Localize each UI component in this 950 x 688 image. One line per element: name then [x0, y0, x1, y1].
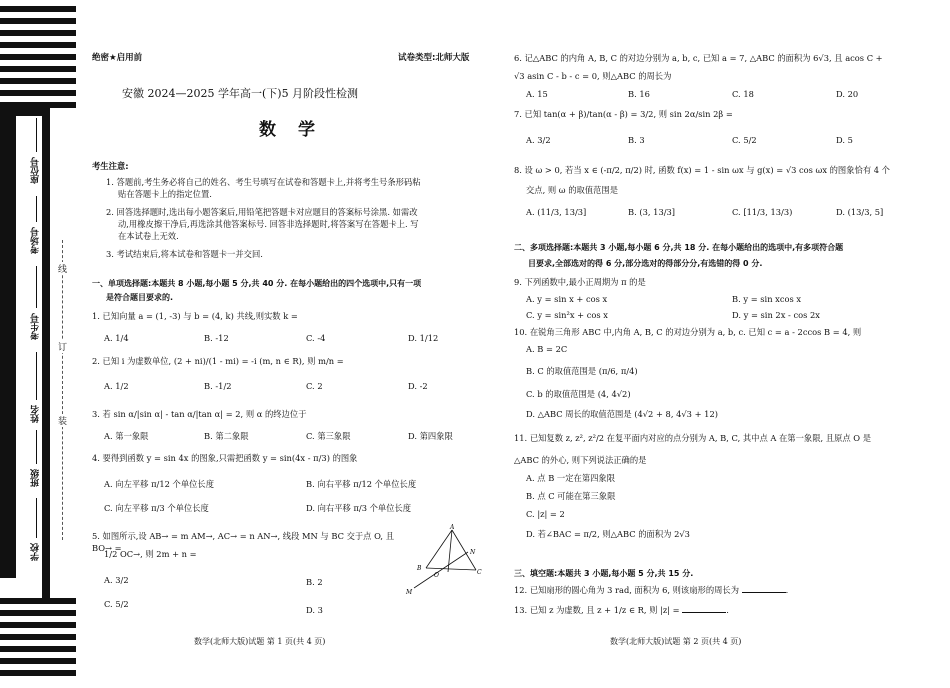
q1-option-b: B. -12	[204, 333, 229, 343]
q5-option-d: D. 3	[306, 605, 323, 615]
q1-option-a: A. 1/4	[104, 333, 129, 343]
fig-label-m: M	[406, 589, 413, 596]
notice-title: 考生注意:	[92, 161, 129, 171]
room-label: 考场号	[31, 227, 41, 254]
q12-stem: 12. 已知扇形的圆心角为 3 rad, 面积为 6, 则该扇形的周长为	[514, 585, 740, 595]
q12-answer-blank[interactable]	[742, 584, 786, 593]
footer-right: 数学(北师大版)试题 第 2 页(共 4 页)	[610, 637, 742, 646]
class-label: 班级	[31, 469, 41, 487]
q1-option-d: D. 1/12	[408, 333, 439, 343]
confidential-tag: 绝密★启用前	[92, 53, 143, 63]
q6-stem: 6. 记△ABC 的内角 A, B, C 的对边分别为 a, b, c, 已知 a = 7, △ABC 的面积为 6√3, 且 acos C +	[514, 53, 883, 63]
q10-option-c: C. b 的取值范围是 (4, 4√2)	[526, 389, 631, 399]
q5-option-a: A. 3/2	[104, 575, 129, 585]
q9-option-a: A. y = sin x + cos x	[526, 294, 608, 304]
q1-stem: 1. 已知向量 a = (1, -3) 与 b = (4, k) 共线,则实数 k =	[92, 311, 298, 321]
q9-option-c: C. y = sin²x + cos x	[526, 310, 608, 320]
q4-option-d: D. 向右平移 π/3 个单位长度	[306, 503, 412, 513]
q7-option-b: B. 3	[628, 135, 645, 145]
q3-option-b: B. 第二象限	[204, 431, 249, 441]
q6-option-a: A. 15	[526, 89, 548, 99]
q6-option-d: D. 20	[836, 89, 859, 99]
exam-no-label: 考生号	[31, 313, 41, 340]
footer-left: 数学(北师大版)试题 第 1 页(共 4 页)	[194, 637, 326, 646]
q11-stem: 11. 已知复数 z, z², z²/2 在复平面内对应的点分别为 A, B, C, 其中点 A 在第一象限, 且原点 O 是	[514, 433, 872, 443]
q8-option-a: A. (11/3, 13/3]	[526, 207, 587, 217]
cut-bind-mark: 订	[58, 340, 67, 353]
q13-stem: 13. 已知 z 为虚数, 且 z + 1/z ∈ R, 则 |z| =	[514, 605, 680, 615]
page-right	[514, 0, 924, 688]
notice-2c: 在本试卷上无效.	[118, 231, 179, 241]
q12-row: 12. 已知扇形的圆心角为 3 rad, 面积为 6, 则该扇形的周长为 .	[514, 585, 789, 595]
cut-mount-mark: 装	[58, 414, 67, 427]
q3-option-d: D. 第四象限	[408, 431, 453, 441]
q8-stem: 8. 设 ω > 0, 若当 x ∈ (-π/2, π/2) 时, 函数 f(x) = 1 - sin ωx 与 g(x) = √3 cos ωx 的图象恰有 4 个	[514, 165, 890, 175]
section-1-title: 一、单项选择题:本题共 8 小题,每小题 5 分,共 40 分. 在每小题给出的四个选项中,只有一项	[92, 279, 422, 288]
fig-label-n: N	[470, 549, 476, 556]
notice-2b: 动,用橡皮擦干净后,再选涂其他答案标号. 回答非选择题时,将答案写在答题卡上. 写	[118, 219, 419, 229]
q7-option-d: D. 5	[836, 135, 853, 145]
binding-margin	[0, 0, 90, 688]
q3-option-c: C. 第三象限	[306, 431, 351, 441]
q7-option-a: A. 3/2	[526, 135, 551, 145]
cut-line-mark: 线	[58, 262, 67, 275]
section-2-title: 二、多项选择题:本题共 3 小题,每小题 6 分,共 18 分. 在每小题给出的选项中,有多项符合题	[514, 243, 844, 252]
section-3-title: 三、填空题:本题共 3 小题,每小题 5 分,共 15 分.	[514, 569, 694, 578]
q11-option-c: C. |z| = 2	[526, 509, 565, 519]
fig-label-b: B	[417, 565, 422, 572]
q7-option-c: C. 5/2	[732, 135, 757, 145]
seat-label: 座位号	[31, 157, 41, 184]
q2-option-c: C. 2	[306, 381, 323, 391]
q9-stem: 9. 下列函数中,最小正周期为 π 的是	[514, 277, 646, 287]
fig-label-c: C	[477, 569, 482, 576]
subject-title: 数 学	[259, 120, 323, 140]
q5-stem: 5. 如图所示,设 AB→ = m AM→, AC→ = n AN→, 线段 MN 与 BC 交于点 O, 且 BO→ =	[92, 531, 394, 554]
q11-option-b: B. 点 C 可能在第三象限	[526, 491, 616, 501]
q8-stem-2: 交点, 则 ω 的取值范围是	[526, 185, 618, 195]
notice-1: 1. 答题前,考生务必将自己的姓名、考生号填写在试卷和答题卡上,并将考生号条形码粘	[106, 177, 421, 187]
page-left	[92, 0, 490, 688]
fig-label-a: A	[450, 524, 455, 531]
q10-option-d: D. △ABC 周长的取值范围是 (4√2 + 8, 4√3 + 12)	[526, 409, 718, 419]
q6-stem-2: √3 asin C - b - c = 0, 则△ABC 的周长为	[514, 71, 672, 81]
section-2-title-2: 目要求,全部选对的得 6 分,部分选对的得部分分,有选错的得 0 分.	[528, 259, 763, 268]
q4-option-a: A. 向左平移 π/12 个单位长度	[104, 479, 215, 489]
q9-option-b: B. y = sin xcos x	[732, 294, 802, 304]
q13-answer-blank[interactable]	[682, 604, 726, 613]
name-label: 姓名	[31, 405, 41, 423]
notice-2: 2. 回答选择题时,选出每小题答案后,用铅笔把答题卡对应题目的答案标号涂黑. 如需改	[106, 207, 418, 217]
q8-option-b: B. (3, 13/3]	[628, 207, 676, 217]
q5-stem-2: 1/2 OC→, 则 2m + n =	[104, 549, 197, 559]
section-1-title-2: 是符合题目要求的.	[106, 293, 174, 302]
school-label: 学校	[31, 543, 41, 561]
q13-row: 13. 已知 z 为虚数, 且 z + 1/z ∈ R, 则 |z| = .	[514, 605, 729, 615]
q4-stem: 4. 要得到函数 y = sin 4x 的图象,只需把函数 y = sin(4x - π/3) 的图象	[92, 453, 358, 463]
exam-type-tag: 试卷类型:北师大版	[398, 53, 470, 63]
q10-option-a: A. B = 2C	[526, 344, 568, 354]
q5-option-b: B. 2	[306, 577, 323, 587]
q5-triangle-figure	[404, 522, 486, 600]
q9-option-d: D. y = sin 2x - cos 2x	[732, 310, 820, 320]
q2-option-d: D. -2	[408, 381, 428, 391]
q8-option-c: C. [11/3, 13/3)	[732, 207, 793, 217]
q3-stem: 3. 若 sin α/|sin α| - tan α/|tan α| = 2, 则 α 的终边位于	[92, 409, 307, 419]
notice-3: 3. 考试结束后,将本试卷和答题卡一并交回.	[106, 249, 263, 259]
q3-option-a: A. 第一象限	[104, 431, 149, 441]
q11-option-d: D. 若∠BAC = π/2, 则△ABC 的面积为 2√3	[526, 529, 690, 539]
q11-option-a: A. 点 B 一定在第四象限	[526, 473, 616, 483]
q2-stem: 2. 已知 i 为虚数单位, (2 + ni)/(1 - mi) = -i (m, n ∈ R), 则 m/n =	[92, 356, 344, 366]
fig-label-o: O	[434, 572, 439, 579]
q5-option-c: C. 5/2	[104, 599, 129, 609]
q2-option-b: B. -1/2	[204, 381, 232, 391]
q10-option-b: B. C 的取值范围是 (π/6, π/4)	[526, 366, 638, 376]
q4-option-c: C. 向左平移 π/3 个单位长度	[104, 503, 209, 513]
q6-option-c: C. 18	[732, 89, 754, 99]
notice-1b: 贴在答题卡上的指定位置.	[118, 189, 212, 199]
q6-option-b: B. 16	[628, 89, 650, 99]
q11-stem-2: △ABC 的外心, 则下列说法正确的是	[514, 455, 647, 465]
q8-option-d: D. (13/3, 5]	[836, 207, 884, 217]
q4-option-b: B. 向右平移 π/12 个单位长度	[306, 479, 417, 489]
exam-title: 安徽 2024—2025 学年高一(下)5 月阶段性检测	[122, 87, 359, 100]
q1-option-c: C. -4	[306, 333, 326, 343]
q10-stem: 10. 在锐角三角形 ABC 中,内角 A, B, C 的对边分别为 a, b, c. 已知 c = a - 2ccos B = 4, 则	[514, 327, 862, 337]
q2-option-a: A. 1/2	[104, 381, 129, 391]
q7-stem: 7. 已知 tan(α + β)/tan(α - β) = 3/2, 则 sin 2α/sin 2β =	[514, 109, 733, 119]
